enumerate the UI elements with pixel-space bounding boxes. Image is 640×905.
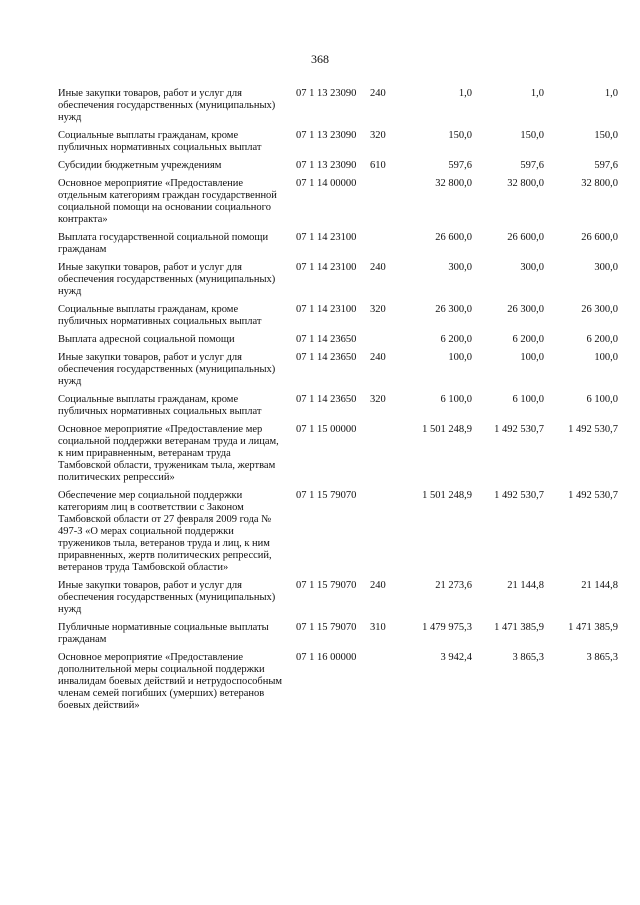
item-name: Иные закупки товаров, работ и услуг для обеспечения государственных (муниципальных) нужд — [58, 580, 276, 615]
expense-type — [370, 490, 400, 580]
table-row — [58, 580, 618, 622]
target-code: 07 1 14 23650 — [296, 334, 357, 345]
amount-year-1: 21 273,6 — [435, 580, 472, 591]
item-name: Публичные нормативные социальные выплаты гражданам — [58, 622, 269, 645]
target-code: 07 1 14 23100 — [296, 232, 357, 243]
table-row — [58, 652, 618, 718]
target-code: 07 1 13 23090 — [296, 88, 357, 99]
target-code: 07 1 16 00000 — [296, 652, 357, 663]
expense-type — [370, 424, 400, 490]
target-code: 07 1 14 23650 — [296, 352, 357, 363]
target-code: 07 1 14 23100 — [296, 262, 357, 273]
item-name: Выплата адресной социальной помощи — [58, 334, 235, 345]
table-row — [58, 490, 618, 580]
table-row — [58, 178, 618, 232]
amount-year-3: 26 600,0 — [581, 232, 618, 243]
amount-year-3: 21 144,8 — [581, 580, 618, 591]
amount-year-1: 32 800,0 — [435, 178, 472, 189]
amount-year-1: 26 600,0 — [435, 232, 472, 243]
amount-year-2: 26 600,0 — [507, 232, 544, 243]
item-name: Обеспечение мер социальной поддержки категориям лиц в соответствии с Законом Тамбовской области от 27 февраля 2009 года № 497-З «О мерах социальной поддержки тружеников тыла, ветеранов труда и лиц, к ним приравненных, жертв политических репрессий, ветеранов труда Тамбовской области» — [58, 490, 272, 573]
amount-year-3: 26 300,0 — [581, 304, 618, 315]
item-name: Иные закупки товаров, работ и услуг для обеспечения государственных (муниципальных) нужд — [58, 352, 276, 387]
amount-year-3: 597,6 — [594, 160, 618, 171]
expense-type — [370, 334, 400, 352]
table-row — [58, 304, 618, 334]
expense-type: 320 — [370, 394, 386, 405]
amount-year-1: 300,0 — [448, 262, 472, 273]
amount-year-2: 100,0 — [520, 352, 544, 363]
target-code: 07 1 15 00000 — [296, 424, 357, 435]
expense-type: 610 — [370, 160, 386, 171]
table-row — [58, 160, 618, 178]
target-code: 07 1 15 79070 — [296, 490, 357, 501]
table-row — [58, 424, 618, 490]
table-row — [58, 232, 618, 262]
table-row — [58, 88, 618, 130]
target-code: 07 1 13 23090 — [296, 130, 357, 141]
amount-year-3: 32 800,0 — [581, 178, 618, 189]
amount-year-3: 1 492 530,7 — [568, 424, 618, 435]
expense-type — [370, 652, 400, 718]
target-code: 07 1 14 23100 — [296, 304, 357, 315]
item-name: Социальные выплаты гражданам, кроме публичных нормативных социальных выплат — [58, 304, 262, 327]
item-name: Иные закупки товаров, работ и услуг для обеспечения государственных (муниципальных) нужд — [58, 88, 276, 123]
item-name: Основное мероприятие «Предоставление дополнительной меры социальной поддержки инвалидам боевых действий и нетрудоспособным членам семей погибших (умерших) ветеранов боевых действий» — [58, 652, 283, 711]
amount-year-2: 300,0 — [520, 262, 544, 273]
amount-year-1: 1 501 248,9 — [422, 424, 472, 435]
table-row — [58, 394, 618, 424]
amount-year-3: 1,0 — [604, 88, 618, 99]
expense-type: 320 — [370, 304, 386, 315]
amount-year-1: 100,0 — [448, 352, 472, 363]
item-name: Выплата государственной социальной помощи гражданам — [58, 232, 269, 255]
item-name: Основное мероприятие «Предоставление отдельным категориям граждан государственной социальной помощи на основании социального контракта» — [58, 178, 277, 225]
table-row — [58, 622, 618, 652]
amount-year-1: 1 479 975,3 — [422, 622, 472, 633]
table-row — [58, 352, 618, 394]
amount-year-1: 1 501 248,9 — [422, 490, 472, 501]
amount-year-2: 597,6 — [520, 160, 544, 171]
item-name: Иные закупки товаров, работ и услуг для обеспечения государственных (муниципальных) нужд — [58, 262, 276, 297]
expense-type — [370, 178, 400, 232]
amount-year-1: 597,6 — [448, 160, 472, 171]
amount-year-3: 1 492 530,7 — [568, 490, 618, 501]
amount-year-2: 1 492 530,7 — [494, 424, 544, 435]
item-name: Основное мероприятие «Предоставление мер социальной поддержки ветеранам труда и лицам, к ним приравненным, ветеранам труда Тамбовской области, труженикам тыла, жертвам политических репрессий» — [58, 424, 279, 483]
amount-year-2: 1,0 — [530, 88, 544, 99]
amount-year-1: 26 300,0 — [435, 304, 472, 315]
target-code: 07 1 15 79070 — [296, 622, 357, 633]
amount-year-1: 150,0 — [448, 130, 472, 141]
target-code: 07 1 15 79070 — [296, 580, 357, 591]
expense-type: 310 — [370, 622, 386, 633]
amount-year-3: 100,0 — [594, 352, 618, 363]
amount-year-2: 21 144,8 — [507, 580, 544, 591]
amount-year-3: 1 471 385,9 — [568, 622, 618, 633]
expense-type: 240 — [370, 262, 386, 273]
table-row — [58, 262, 618, 304]
amount-year-2: 150,0 — [520, 130, 544, 141]
amount-year-3: 150,0 — [594, 130, 618, 141]
amount-year-3: 300,0 — [594, 262, 618, 273]
amount-year-1: 1,0 — [458, 88, 472, 99]
amount-year-2: 3 865,3 — [512, 652, 544, 663]
target-code: 07 1 14 00000 — [296, 178, 357, 189]
expense-type: 240 — [370, 88, 386, 99]
table-body — [58, 88, 618, 718]
amount-year-2: 1 492 530,7 — [494, 490, 544, 501]
item-name: Социальные выплаты гражданам, кроме публичных нормативных социальных выплат — [58, 394, 262, 417]
amount-year-2: 6 100,0 — [512, 394, 544, 405]
amount-year-2: 32 800,0 — [507, 178, 544, 189]
target-code: 07 1 13 23090 — [296, 160, 357, 171]
page-number: 368 — [311, 52, 329, 66]
expense-type — [370, 232, 400, 262]
expense-type: 240 — [370, 352, 386, 363]
table-row — [58, 334, 618, 352]
amount-year-3: 6 100,0 — [586, 394, 618, 405]
expense-type: 240 — [370, 580, 386, 591]
amount-year-1: 6 100,0 — [440, 394, 472, 405]
amount-year-1: 3 942,4 — [440, 652, 472, 663]
item-name: Субсидии бюджетным учреждениям — [58, 160, 222, 171]
amount-year-3: 6 200,0 — [586, 334, 618, 345]
budget-table — [58, 88, 618, 718]
table-row — [58, 130, 618, 160]
amount-year-2: 26 300,0 — [507, 304, 544, 315]
amount-year-3: 3 865,3 — [586, 652, 618, 663]
target-code: 07 1 14 23650 — [296, 394, 357, 405]
expense-type: 320 — [370, 130, 386, 141]
item-name: Социальные выплаты гражданам, кроме публичных нормативных социальных выплат — [58, 130, 262, 153]
amount-year-2: 6 200,0 — [512, 334, 544, 345]
amount-year-1: 6 200,0 — [440, 334, 472, 345]
amount-year-2: 1 471 385,9 — [494, 622, 544, 633]
